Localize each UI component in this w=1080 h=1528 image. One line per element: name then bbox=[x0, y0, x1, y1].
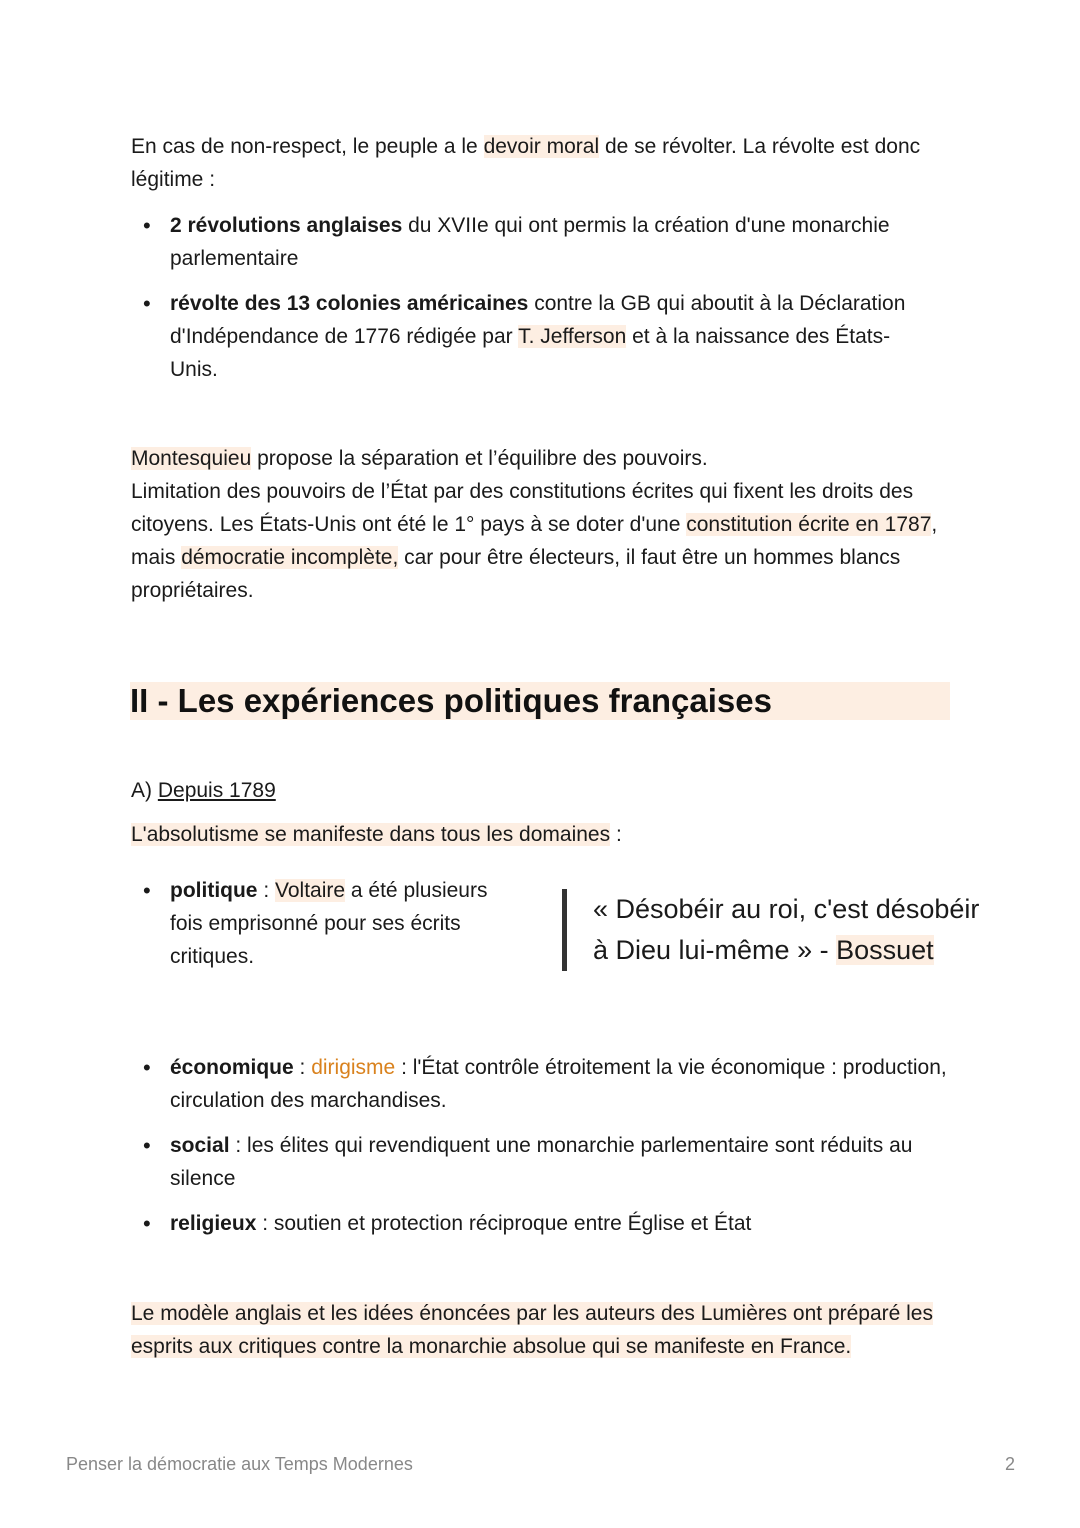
text: car pour être électeurs, il faut être un hommes blancs propriétaires. bbox=[131, 546, 901, 602]
highlight-conclusion: Le modèle anglais et les idées énoncées par les auteurs des Lumières ont préparé les esprits aux critiques contre la monarchie absolue qui se manifeste en France. bbox=[131, 1302, 933, 1358]
bold-term: 2 révolutions anglaises bbox=[170, 214, 403, 237]
bold-term: social bbox=[170, 1134, 230, 1157]
blockquote bbox=[562, 889, 988, 971]
text: : soutien et protection réciproque entre Église et État bbox=[256, 1212, 752, 1235]
bold-term: économique bbox=[170, 1056, 294, 1079]
list-item bbox=[131, 1207, 951, 1240]
highlight-devoir-moral: devoir moral bbox=[483, 135, 600, 158]
text: et à la naissance des États-Unis. bbox=[170, 325, 891, 381]
orange-term: dirigisme bbox=[311, 1056, 396, 1079]
paragraph-conclusion bbox=[131, 1297, 941, 1363]
text: : bbox=[257, 879, 276, 902]
list-item bbox=[131, 1051, 951, 1117]
bold-term: révolte des 13 colonies américaines bbox=[170, 292, 529, 315]
list-item bbox=[131, 874, 511, 973]
page-number: 2 bbox=[1004, 1454, 1015, 1474]
text: du XVIIe qui ont permis la création d'une monarchie parlementaire bbox=[170, 214, 890, 270]
text: de se révolter. La révolte est donc légitime : bbox=[131, 135, 921, 191]
subheading-title: Depuis 1789 bbox=[157, 779, 276, 802]
politique-list bbox=[131, 874, 511, 985]
highlight-jefferson: T. Jefferson bbox=[518, 325, 627, 348]
text: propose la séparation et l’équilibre des pouvoirs. bbox=[251, 447, 708, 470]
paragraph-montesquieu bbox=[131, 442, 951, 607]
text: contre la GB qui aboutit à la Déclaration d'Indépendance de 1776 rédigée par bbox=[170, 292, 906, 348]
text: En cas de non-respect, le peuple a le bbox=[131, 135, 484, 158]
subheading bbox=[131, 774, 951, 807]
section-heading: II - Les expériences politiques françaises bbox=[130, 682, 950, 720]
paragraph-revolt bbox=[131, 130, 951, 196]
text: Limitation des pouvoirs de l’État par des constitutions écrites qui fixent les droits des citoyens. Les États-Unis ont été le 1° pays à se doter d'une bbox=[131, 480, 914, 536]
highlight-absolutisme: L'absolutisme se manifeste dans tous les domaines bbox=[131, 823, 611, 846]
paragraph-absolutisme bbox=[131, 818, 951, 851]
highlight-montesquieu: Montesquieu bbox=[131, 447, 252, 470]
subheading-prefix: A) bbox=[131, 779, 158, 802]
quote-text: « Désobéir au roi, c'est désobéir à Dieu lui-même » - bbox=[593, 894, 980, 965]
highlight-voltaire: Voltaire bbox=[275, 879, 346, 902]
domains-list bbox=[131, 1051, 951, 1252]
bold-term: politique bbox=[170, 879, 258, 902]
highlight-constitution: constitution écrite en 1787 bbox=[686, 513, 932, 536]
text: : bbox=[293, 1056, 312, 1079]
footer-title: Penser la démocratie aux Temps Modernes bbox=[66, 1454, 413, 1474]
quote-author: Bossuet bbox=[836, 935, 934, 965]
bold-term: religieux bbox=[170, 1212, 257, 1235]
text: : les élites qui revendiquent une monarchie parlementaire sont réduits au silence bbox=[170, 1134, 913, 1190]
list-item bbox=[131, 287, 931, 386]
text: a été plusieurs fois emprisonné pour ses écrits critiques. bbox=[170, 879, 488, 968]
list-item bbox=[131, 1129, 951, 1195]
text: , mais bbox=[131, 513, 938, 569]
highlight-democratie: démocratie incomplète, bbox=[181, 546, 399, 569]
text: : l'État contrôle étroitement la vie économique : production, circulation des marchandises. bbox=[170, 1056, 947, 1112]
text: : bbox=[610, 823, 622, 846]
revolutions-list bbox=[131, 209, 931, 398]
list-item bbox=[131, 209, 931, 275]
